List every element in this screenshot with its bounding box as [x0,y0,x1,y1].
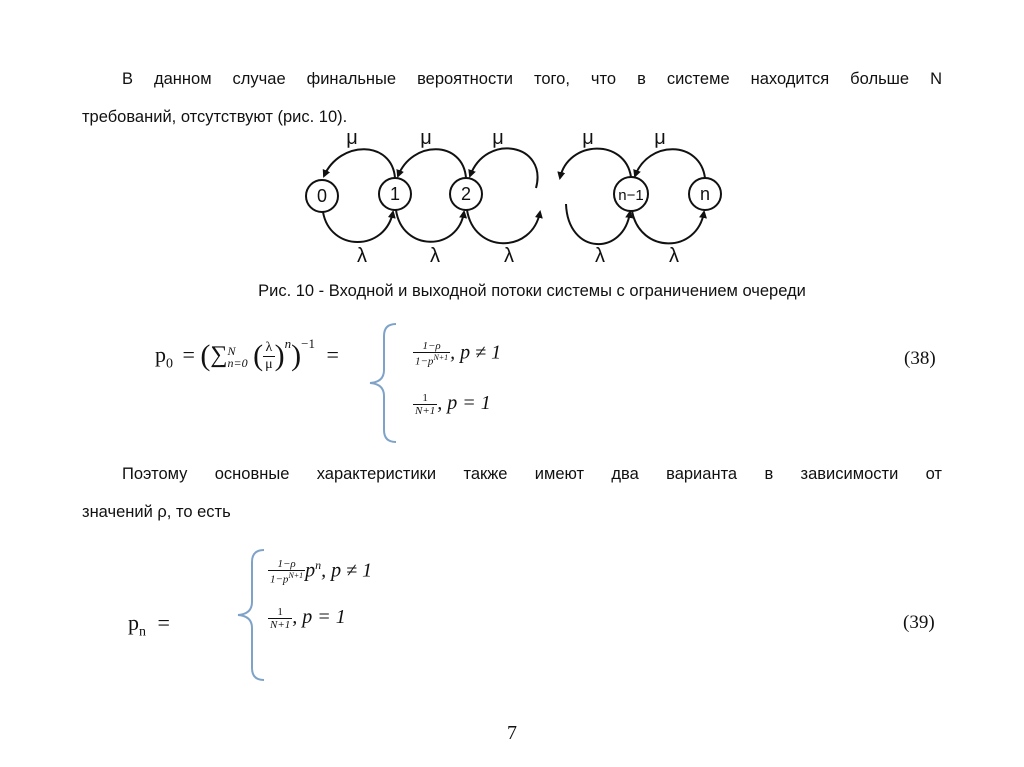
figure-caption: Рис. 10 - Входной и выходной потоки системы с ограничением очереди [258,282,806,300]
lambda-label-3: λ [504,245,514,267]
equation-38-number: (38) [904,348,936,369]
mu-label-3: μ [492,127,504,149]
state-n-label: n [699,184,711,204]
state-1-label: 1 [389,184,401,204]
state-0-label: 0 [316,186,328,206]
mu-label-1: μ [346,127,358,149]
page-number: 7 [507,722,517,744]
lambda-label-1: λ [357,245,367,267]
equation-38-case1: $\frac{1-\rho}{1-p^{N+1}}$ , p ≠ 1 [415,340,502,368]
equation-39-number: (39) [903,612,935,633]
equation-39-brace [228,548,268,682]
equation-39 [128,548,948,688]
paragraph-characteristics-line1: Поэтому основные характеристики также имеют два варианта в зависимости от [122,465,942,483]
equation-38-brace [360,322,400,444]
mu-arc-n-1-n-2 [560,149,631,178]
mu-label-2: μ [420,127,432,149]
mu-arc-n-n-1 [635,149,705,178]
lambda-label-5: λ [669,245,679,267]
paragraph-characteristics-line2: значений ρ, то есть [82,503,231,521]
mu-arc-2-1 [398,149,466,178]
state-2-label: 2 [460,184,472,204]
equation-39-case2: $\frac{1}{N+1}$ , p = 1 [270,606,346,631]
equation-39-lhs: $p_n$ = [128,610,170,640]
equation-38-case2: $\frac{1}{N+1}$ , p = 1 [415,392,491,417]
lambda-arc-n-2-n-1 [566,204,630,244]
lambda-label-4: λ [595,245,605,267]
lambda-arc-1-2 [396,210,464,242]
equation-38 [155,330,955,450]
lambda-arc-2-3 [467,210,540,243]
paragraph-characteristics [82,455,942,531]
lambda-label-2: λ [430,245,440,267]
mu-label-4: μ [582,127,594,149]
mu-arc-1-0 [324,149,395,178]
paragraph-intro-line1: В данном случае финальные вероятности того, что в системе находится больше N [122,70,942,88]
equation-39-case1: $\frac{1-\rho}{1-p^{N+1}}$ $p^n$, p ≠ 1 [270,558,373,586]
mu-arc-3-2 [470,148,538,188]
mu-label-5: μ [654,127,666,149]
equation-38-lhs: $p_0$ = (∑ N n=0 ( $\frac{\lambda}{\mu}$ )$^n$)$^{-1}$ = [155,336,339,373]
state-diagram [0,0,1024,280]
state-n-1-label: n−1 [618,187,644,204]
lambda-arc-n-1-n [632,211,704,243]
paragraph-intro-line2: требований, отсутствуют (рис. 10). [82,108,348,126]
lambda-arc-0-1 [323,212,393,242]
